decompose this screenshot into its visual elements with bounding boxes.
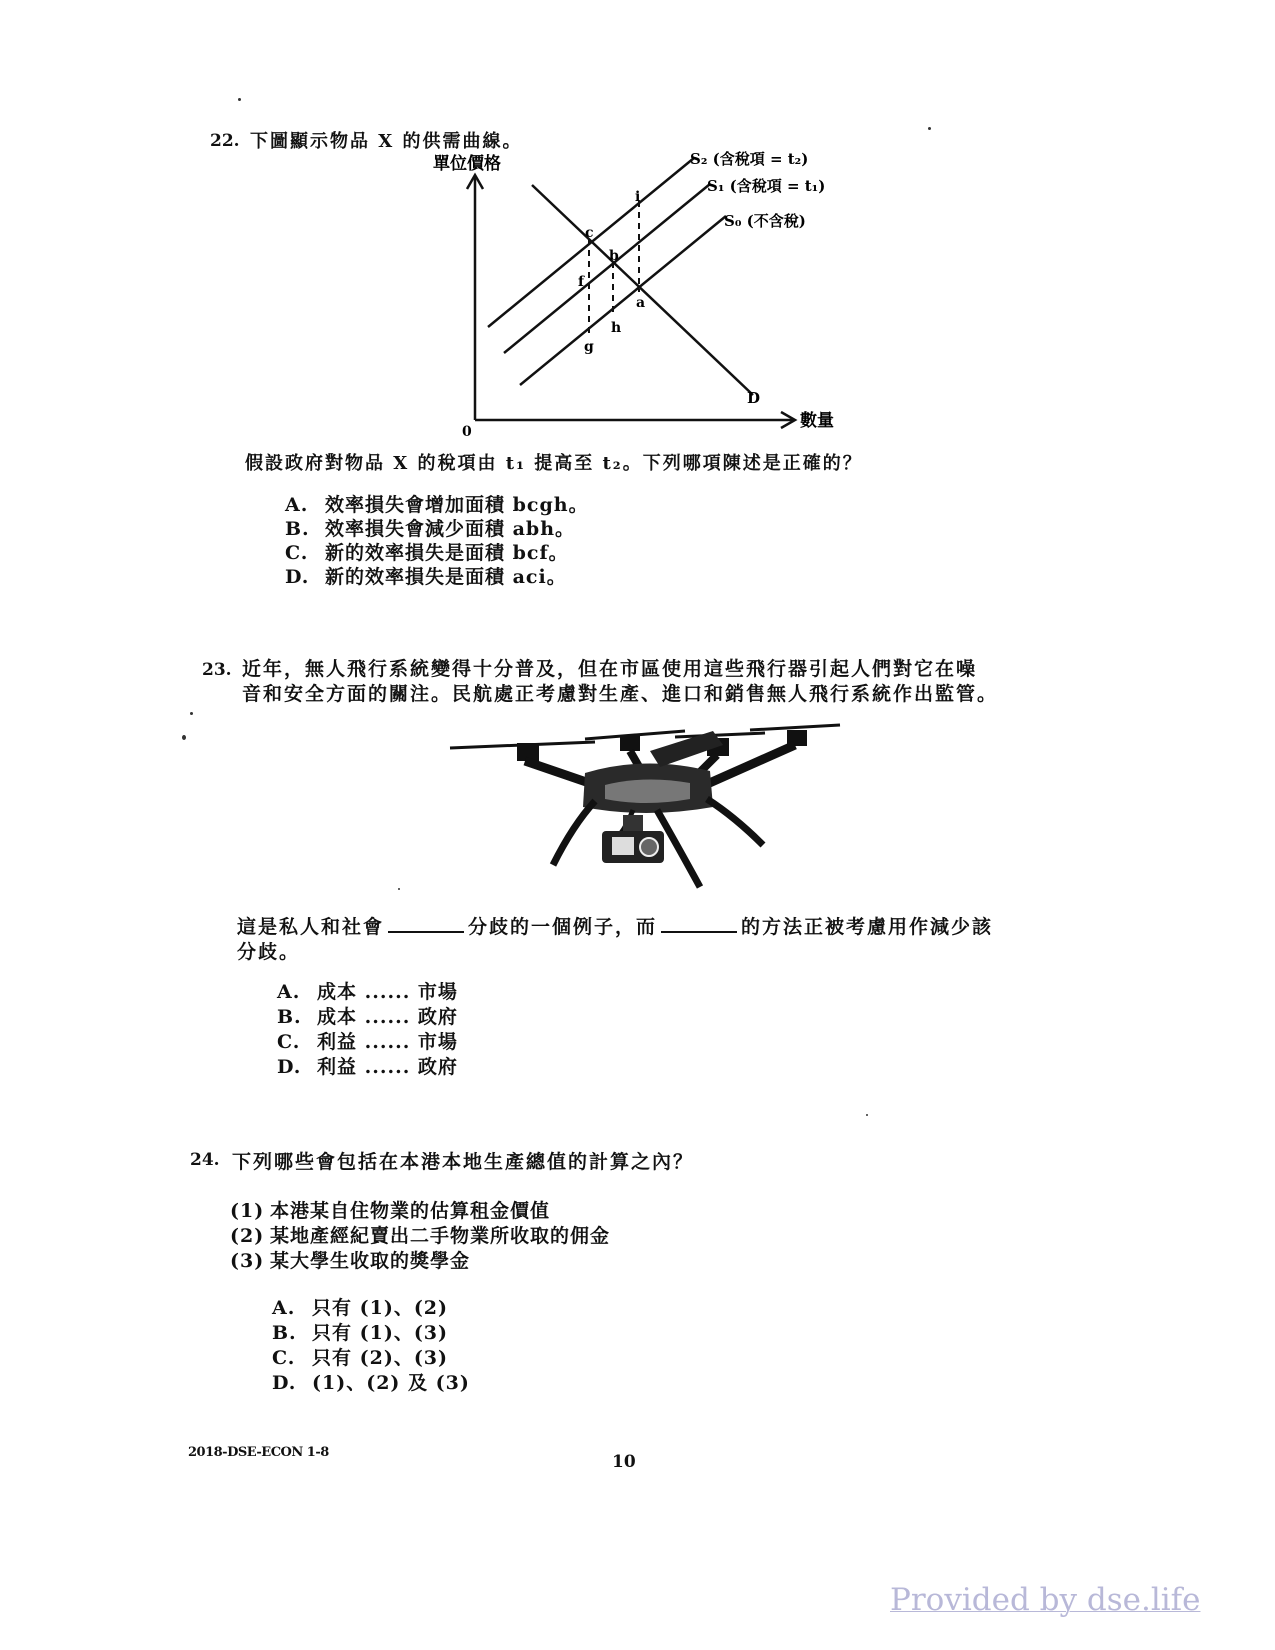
blank-1[interactable] [388,913,464,933]
q23-option-b[interactable] [277,1002,458,1029]
q23-statement-line1 [237,912,993,939]
q23-number: 23. [202,660,232,680]
q23-stem-line1: 近年，無人飛行系統變得十分普及，但在市區使用這些飛行器引起人們對它在噪 [242,658,978,680]
option-label: D. [285,566,310,588]
q24-option-d[interactable] [272,1368,470,1395]
option-label: D. [277,1056,302,1078]
q22-option-b[interactable] [285,514,575,541]
curve-label-s1: S₁ (含稅項 = t₁) [707,177,826,195]
blank-2[interactable] [661,913,737,933]
option-text: 利益 ...... 政府 [317,1056,458,1078]
item-text: 本港某自住物業的估算租金價值 [270,1200,551,1222]
option-text: (1)、(2) 及 (3) [312,1372,470,1394]
scan-speck [866,1114,868,1116]
option-text: 只有 (1)、(2) [312,1297,449,1319]
supply-curve-s2 [488,158,694,327]
option-label: B. [277,1006,302,1028]
item-label: (1) [230,1200,265,1222]
demand-curve [532,185,753,395]
supply-curve-s0 [520,216,726,385]
option-label: D. [272,1372,297,1394]
item-label: (2) [230,1225,265,1247]
q22-stem: 下圖顯示物品 X 的供需曲線。 [250,131,523,152]
point-label-f: f [578,274,585,290]
point-label-a: a [636,295,646,311]
option-text: 成本 ...... 市場 [317,981,458,1003]
point-label-c: c [585,225,594,241]
option-text: 效率損失會減少面積 abh。 [325,518,576,540]
q22-option-d[interactable] [285,562,567,589]
q22-option-a[interactable] [285,490,589,517]
statement-part2: 分歧的一個例子，而 [468,916,658,938]
item-text: 某大學生收取的獎學金 [270,1250,471,1272]
q22-number: 22. [210,131,240,151]
curve-label-s2: S₂ (含稅項 = t₂) [690,150,809,168]
q24-stem: 下列哪些會包括在本港本地生產總值的計算之內？ [232,1151,695,1173]
origin-label: 0 [462,424,472,440]
scan-speck [182,735,186,740]
option-text: 新的效率損失是面積 bcf。 [325,542,569,564]
point-label-b: b [609,248,619,264]
item-label: (3) [230,1250,265,1272]
watermark-link[interactable]: Provided by dse.life [890,1582,1201,1618]
option-label: B. [285,518,310,540]
option-text: 新的效率損失是面積 aci。 [325,566,567,588]
y-axis-label: 單位價格 [433,154,501,174]
scan-speck [238,98,241,101]
q24-option-a[interactable] [272,1293,448,1320]
option-text: 只有 (2)、(3) [312,1347,449,1369]
q22-question: 假設政府對物品 X 的稅項由 t₁ 提高至 t₂。下列哪項陳述是正確的？ [245,453,863,474]
exam-code: 2018-DSE-ECON 1-8 [188,1445,329,1460]
scan-speck [190,712,193,715]
q24-option-b[interactable] [272,1318,448,1345]
x-axis-label: 數量 [800,411,834,431]
option-text: 效率損失會增加面積 bcgh。 [325,494,589,516]
statement-part1: 這是私人和社會 [237,916,385,938]
q24-item-2 [230,1221,610,1248]
option-label: C. [285,542,309,564]
option-label: C. [272,1347,296,1369]
q23-option-c[interactable] [277,1027,458,1054]
q22-option-c[interactable] [285,538,569,565]
page-number: 10 [612,1452,636,1472]
drone-illustration [445,715,845,895]
option-label: A. [285,494,309,516]
q23-option-a[interactable] [277,977,458,1004]
scan-speck [398,888,400,890]
option-text: 只有 (1)、(3) [312,1322,449,1344]
point-label-h: h [611,320,622,336]
option-label: A. [272,1297,296,1319]
q24-item-3 [230,1246,470,1273]
supply-curve-s1 [504,184,710,353]
option-text: 利益 ...... 市場 [317,1031,458,1053]
option-label: B. [272,1322,297,1344]
option-text: 成本 ...... 政府 [317,1006,458,1028]
q23-option-d[interactable] [277,1052,458,1079]
point-label-i: i [635,189,641,205]
point-label-g: g [584,339,594,355]
curve-label-d: D [747,389,761,407]
curve-label-s0: S₀ (不含稅) [724,212,806,230]
option-label: A. [277,981,301,1003]
option-label: C. [277,1031,301,1053]
statement-part3: 的方法正被考慮用作減少該 [741,916,994,938]
q23-stem-line2: 音和安全方面的關注。民航處正考慮對生產、進口和銷售無人飛行系統作出監管。 [242,683,999,705]
q23-statement-line2: 分歧。 [237,941,301,963]
q24-number: 24. [190,1150,220,1170]
item-text: 某地產經紀賣出二手物業所收取的佣金 [270,1225,611,1247]
q24-item-1 [230,1196,550,1223]
supply-demand-graph [420,145,880,440]
scan-speck [928,127,931,130]
q24-option-c[interactable] [272,1343,448,1370]
